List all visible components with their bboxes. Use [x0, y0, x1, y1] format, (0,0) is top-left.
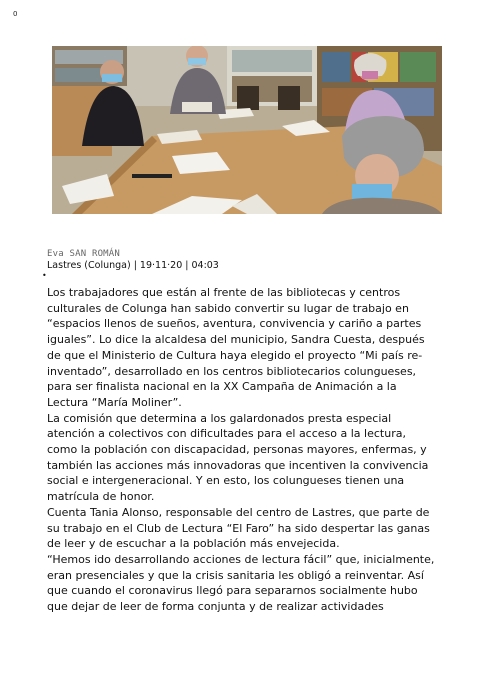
- article-line: Cuenta Tania Alonso, responsable del centro de Lastres, que parte de: [47, 505, 430, 519]
- article-line: Los trabajadores que están al frente de las bibliotecas y centros: [47, 286, 401, 299]
- article-line: también las acciones más innovadoras que incentiven la convivencia: [47, 458, 429, 472]
- article-dateline: Lastres (Colunga) | 19·11·20 | 04:03: [47, 260, 219, 271]
- article-line: su trabajo en el Club de Lectura “El Faro” ha sido despertar las ganas: [47, 521, 430, 535]
- article-line: para ser finalista nacional en la XX Campaña de Animación a la: [47, 380, 397, 394]
- article-line: como la población con discapacidad, personas mayores, enfermas, y: [47, 443, 427, 457]
- article-author: Eva SAN ROMÁN: [47, 249, 121, 259]
- photo-reading-club-icon: [52, 46, 442, 214]
- article-line: inventado”, desarrollado en los centros bibliotecarios colungueses,: [47, 364, 417, 378]
- article-line: Lectura “María Moliner”.: [47, 395, 182, 409]
- article-line: de leer y de escuchar a la población más envejecida.: [47, 537, 340, 551]
- page-number: 0: [13, 10, 18, 18]
- article-line: matrícula de honor.: [47, 490, 155, 504]
- bullet-mark: •: [42, 271, 47, 280]
- article-line: iguales”. Lo dice la alcaldesa del municipio, Sandra Cuesta, después: [47, 333, 425, 347]
- article-line: que cuando el coronavirus llegó para separarnos socialmente hubo: [47, 584, 418, 598]
- article-line: social e intergeneracional. Y en esto, los colungueses tienen una: [47, 474, 405, 488]
- article-line: La comisión que determina a los galardonados presta especial: [47, 411, 392, 425]
- article-line: que dejar de leer de forma conjunta y de realizar actividades: [47, 600, 384, 614]
- article-line: “espacios llenos de sueños, aventura, convivencia y cariño a partes: [47, 317, 422, 331]
- article-body: [47, 285, 447, 615]
- article-line: “Hemos ido desarrollando acciones de lectura fácil” que, inicialmente,: [47, 552, 435, 566]
- article-line: eran presenciales y que la crisis sanitaria les obligó a reinventar. Así: [47, 568, 424, 582]
- article-line: de que el Ministerio de Cultura haya elegido el proyecto “Mi país re-: [47, 348, 423, 362]
- article-photo: [52, 46, 442, 214]
- article-line: atención a colectivos con dificultades para el acceso a la lectura,: [47, 427, 406, 441]
- article-line: culturales de Colunga han sabido convertir su lugar de trabajo en: [47, 301, 409, 315]
